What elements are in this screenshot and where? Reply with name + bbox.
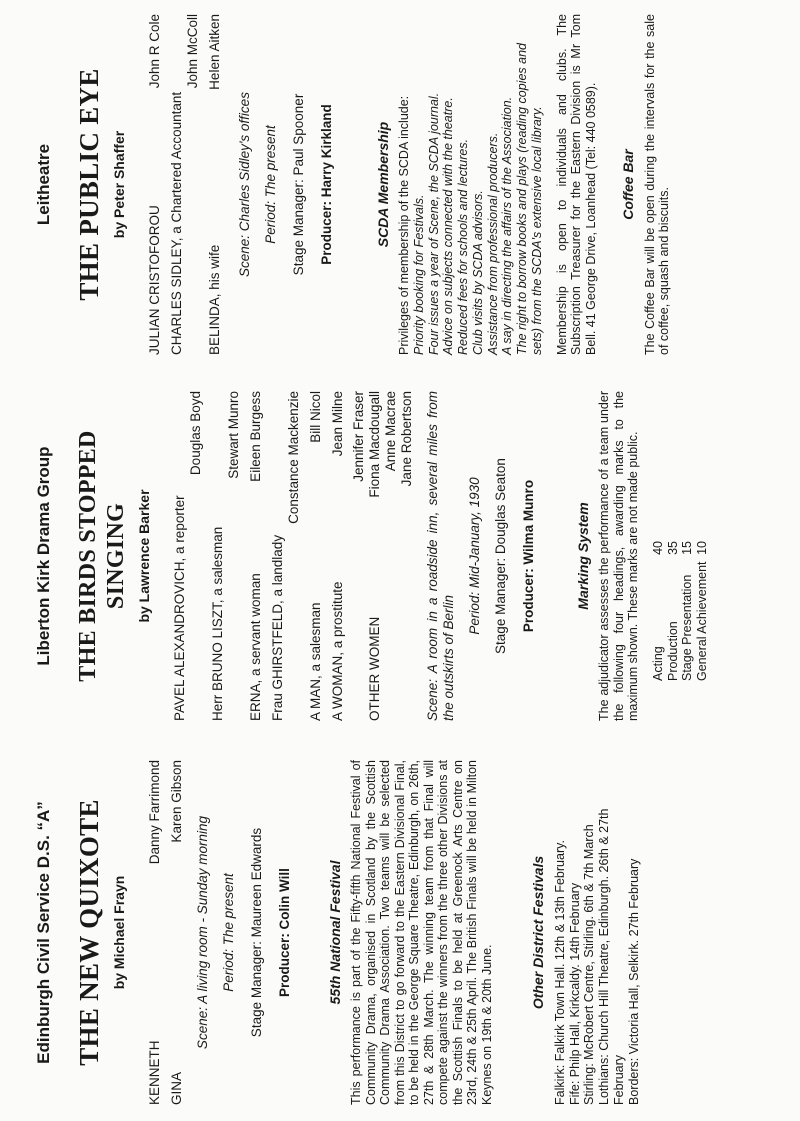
actor: Anne Macrae (383, 391, 399, 472)
cast-entry (147, 760, 163, 1105)
cast-entry (147, 14, 163, 355)
other-festivals-heading: Other District Festivals (530, 855, 547, 1010)
privilege-item: Club visits by SCDA advisors. (470, 190, 485, 355)
privilege-item: A say in directing the affairs of the Association. (500, 96, 515, 355)
festival-text: This performance is part of the Fifty-fifth National Festival of Community Drama, organised in Scotland by the Scottish Community Drama Association. Two teams will be selected from this District to go forward to the Eastern Divisional Final, to be held in the George Square Theatre, Edinburgh, on 26th, 27th & 28th March. The winning team from that Final will compete against the winners from the three other Divisions at the Scottish Finals to be held at Greenock Arts Centre on 23rd, 24th & 25th April. The British Finals will be held in Milton Keynes on 19th & 20th June. (349, 760, 494, 1105)
producer: Producer: Colin Will (277, 868, 293, 997)
actor: John R Cole (147, 14, 163, 89)
role: Herr BRUNO LISZT, a salesman (210, 526, 226, 721)
marks-value: 40 (650, 541, 665, 555)
privilege-item: Four issues a year of Scene, the SCDA journal. (426, 92, 441, 355)
cast-entry (169, 14, 201, 355)
play-author: by Michael Frayn (110, 875, 127, 990)
role: PAVEL ALEXANDROVICH, a reporter (172, 495, 188, 721)
marking-heading: Marking System (574, 502, 591, 610)
privilege-item: Reduced fees for schools and lectures. (456, 138, 471, 355)
role: GINA (169, 1071, 185, 1105)
scene: Scene: Charles Sidley's offices (237, 92, 253, 277)
cast-entry (248, 391, 264, 721)
role: A MAN, a salesman (307, 602, 323, 721)
marks-row (651, 541, 666, 681)
play-author: by Peter Shaffer (110, 130, 127, 239)
actor: Constance Mackenzie (285, 391, 301, 524)
actor: Jean Milne (329, 391, 345, 457)
role: KENNETH (147, 1040, 163, 1105)
group-name: Leitheatre (34, 143, 53, 226)
period: Period: Mid-January, 1930 (467, 477, 483, 635)
marks-row (680, 541, 695, 681)
other-festivals-list (553, 760, 642, 1105)
cast-list (147, 14, 223, 355)
play-title: THE BIRDS STOPPED SINGING (75, 430, 130, 682)
role: Frau GHIRSTFELD, a landlady (269, 534, 285, 721)
festival-item: Borders: Victoria Hall, Selkirk. 27th February (626, 858, 641, 1105)
festival-item: Stirling: McRobert Centre, Stirling. 6th & 7th March (582, 824, 597, 1105)
membership-heading: SCDA Membership (374, 121, 391, 248)
actor: Jane Robertson (399, 391, 415, 487)
stage-manager: Stage Manager: Douglas Seaton (492, 458, 508, 654)
marks-row (666, 541, 681, 681)
cast-entry (308, 391, 324, 721)
stage-manager: Stage Manager: Paul Spooner (290, 93, 306, 276)
producer: Producer: Wilma Munro (520, 479, 536, 633)
marks-label: Production (665, 621, 680, 681)
column-new-quixote (0, 748, 800, 1121)
membership-intro: Privileges of membership of the SCDA include: (397, 95, 412, 355)
cast-entry (351, 391, 415, 721)
festival-item: Lothians: Church Hill Theatre, Edinburgh. 26th & 27th February (597, 808, 626, 1105)
group-name: Liberton Kirk Drama Group (34, 446, 53, 666)
producer: Producer: Harry Kirkland (318, 104, 334, 265)
play-title: THE NEW QUIXOTE (74, 799, 105, 1066)
scene: Scene: A room in a roadside inn, several miles from the outskirts of Berlin (425, 391, 457, 721)
cast-list (147, 760, 185, 1105)
actor: John McColl (185, 14, 201, 89)
actor: Bill Nicol (307, 391, 323, 443)
marks-label: General Achievement (695, 561, 710, 681)
coffee-text: The Coffee Bar will be open during the intervals for the sale of coffee, squash and biscuits. (642, 14, 672, 355)
period: Period: The present (221, 873, 237, 992)
role: BELINDA, his wife (207, 244, 223, 355)
actor: Helen Aitken (207, 14, 223, 90)
actor: Danny Farrimond (147, 760, 163, 865)
marks-value: 10 (695, 541, 710, 555)
cast-entry (207, 14, 223, 355)
privilege-item: Priority booking for Festivals. (411, 194, 426, 355)
period: Period: The present (263, 125, 279, 244)
membership-text: Membership is open to individuals and clubs. The Subscription Treasurer for the Eastern Division is Mr Tom Bell. 41 George Drive, Loanhead (Tel: 440 0589). (554, 14, 598, 355)
cast-entry (210, 391, 242, 721)
marks-row (695, 541, 710, 681)
role: OTHER WOMEN (367, 616, 383, 721)
actor: Eileen Burgess (247, 391, 263, 482)
role: A WOMAN, a prostitute (329, 581, 345, 721)
group-name: Edinburgh Civil Service D.S. “A” (34, 801, 53, 1064)
column-public-eye (0, 0, 800, 361)
coffee-heading: Coffee Bar (620, 149, 637, 220)
role: ERNA, a servant woman (247, 573, 263, 721)
marks-table (651, 391, 710, 681)
marking-text: The adjudicator assesses the performance of a team under the following four headings, awarding marks to the maximum shown. These marks are not made public. (597, 391, 641, 721)
privilege-item: Advice on subjects connected with the theatre. (441, 97, 456, 355)
festival-heading: 55th National Festival (326, 860, 343, 1005)
actor: Douglas Boyd (188, 391, 204, 476)
play-author: by Lawrence Barker (135, 489, 152, 623)
privileges-list (412, 14, 545, 355)
play-title: THE PUBLIC EYE (74, 68, 105, 301)
marks-value: 35 (665, 541, 680, 555)
privilege-item: The right to borrow books and plays (reading copies and sets) from the SCDA's extensive local library. (515, 43, 544, 355)
actor: Fiona Macdougall (367, 391, 383, 498)
role: JULIAN CRISTOFOROU (147, 205, 163, 355)
marks-label: Stage Presentation (680, 574, 695, 681)
cast-entry (330, 391, 346, 721)
festival-item: Falkirk: Falkirk Town Hall. 12th & 13th February. (552, 840, 567, 1105)
actor: Stewart Munro (225, 391, 241, 479)
actor: Jennifer Fraser (351, 391, 367, 482)
festival-item: Fife: Philp Hall, Kirkcaldy. 14th February (567, 882, 582, 1105)
scene: Scene: A living room - Sunday morning (195, 815, 211, 1050)
marks-label: Acting (650, 646, 665, 681)
role: CHARLES SIDLEY, a Chartered Accountant (169, 91, 185, 355)
cast-entry (172, 391, 204, 721)
privilege-item: Assistance from professional producers. (485, 132, 500, 355)
marks-value: 15 (680, 541, 695, 555)
cast-list (172, 391, 415, 721)
cast-entry (270, 391, 302, 721)
stage-manager: Stage Manager: Maureen Edwards (249, 827, 265, 1038)
cast-entry (169, 760, 185, 1105)
column-birds-stopped-singing (0, 371, 800, 731)
actor: Karen Gibson (169, 760, 185, 843)
